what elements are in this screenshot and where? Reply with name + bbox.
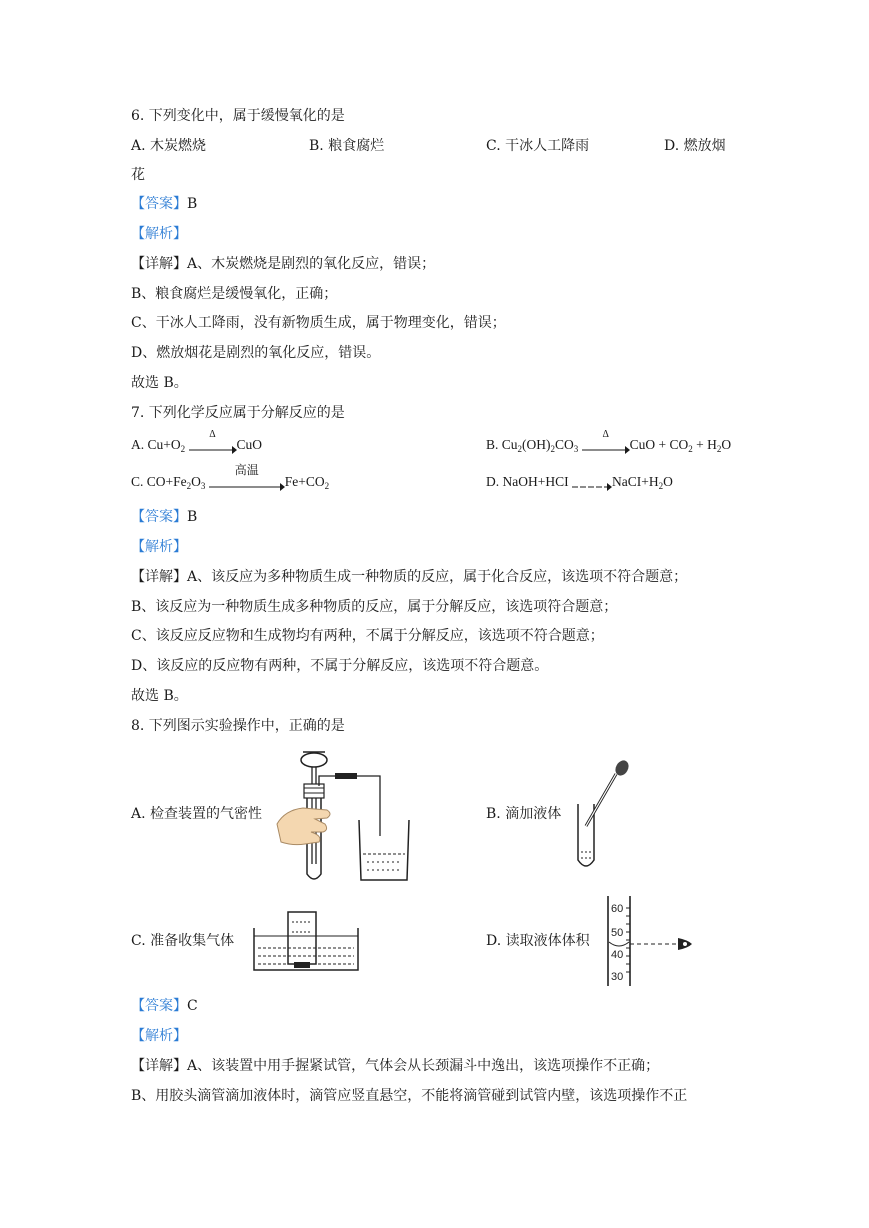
subscript: 2 <box>716 444 722 454</box>
answer-value: B <box>187 196 198 212</box>
product: + H <box>692 437 717 452</box>
q7-option-c <box>131 462 330 496</box>
reactant: NaOH+HCI <box>502 474 569 489</box>
answer-tag: 【答案】 <box>131 196 187 212</box>
reaction-condition: 高温 <box>234 462 259 477</box>
q8-option-d: D. 读取液体体积 <box>486 933 590 949</box>
detail-text: A、该装置中用手握紧试管，气体会从长颈漏斗中逸出，该选项操作不正确； <box>187 1058 660 1074</box>
q6-stem: 6. 下列变化中，属于缓慢氧化的是 <box>131 108 345 124</box>
reactants: Cu+O <box>147 437 181 452</box>
reaction-arrow <box>189 428 237 451</box>
q6-detail-line-4: D、燃放烟花是剧烈的氧化反应，错误。 <box>131 345 381 361</box>
subscript: 2 <box>180 444 186 454</box>
subscript: 3 <box>573 444 579 454</box>
reaction-condition: Δ <box>209 428 216 440</box>
q8-option-b: B. 滴加液体 <box>486 806 562 822</box>
detail-tag: 【详解】 <box>131 256 187 272</box>
q7-conclusion: 故选 B。 <box>131 688 188 704</box>
tick-label: 40 <box>611 949 624 961</box>
q7-detail-line-1 <box>131 567 687 587</box>
reactant: CO <box>555 437 574 452</box>
answer-value: C <box>187 998 198 1014</box>
reaction-arrow <box>572 478 612 488</box>
tick-label: 30 <box>611 971 624 983</box>
reaction-arrow <box>209 462 285 488</box>
subscript: 2 <box>517 444 523 454</box>
reaction-condition: Δ <box>602 428 609 440</box>
q7-option-b <box>486 428 732 459</box>
subscript: 3 <box>200 481 206 491</box>
q6-option-c: C. 干冰人工降雨 <box>486 138 590 154</box>
graduated-cylinder-reading-illustration <box>600 894 700 990</box>
product: CuO + CO <box>629 437 689 452</box>
q7-answer <box>131 507 197 527</box>
q6-detail-line-3: C、干冰人工降雨，没有新物质生成，属于物理变化，错误； <box>131 315 506 331</box>
q7-detail-line-4: D、该反应的反应物有两种，不属于分解反应，该选项不符合题意。 <box>131 658 549 674</box>
q8-detail-line-1 <box>131 1056 659 1076</box>
q8-option-a: A. 检查装置的气密性 <box>131 806 263 822</box>
q6-detail-line-2: B、粮食腐烂是缓慢氧化，正确； <box>131 286 338 302</box>
product: CuO <box>236 437 263 452</box>
detail-tag: 【详解】 <box>131 1058 187 1074</box>
q7-detail-line-2: B、该反应为一种物质生成多种物质的反应，属于分解反应，该选项符合题意； <box>131 599 618 615</box>
q8-detail-line-2: B、用胶头滴管滴加液体时，滴管应竖直悬空，不能将滴管碰到试管内壁，该选项操作不正 <box>131 1088 688 1104</box>
subscript: 2 <box>550 444 556 454</box>
reaction-arrow <box>582 428 630 451</box>
option-label: B. <box>486 437 499 452</box>
q6-option-b: B. 粮食腐烂 <box>309 138 385 154</box>
product: Fe+CO <box>284 474 325 489</box>
subscript: 2 <box>324 481 330 491</box>
detail-text: A、木炭燃烧是剧烈的氧化反应，错误； <box>187 256 436 272</box>
q6-analysis-tag: 【解析】 <box>131 226 187 242</box>
q7-detail-line-3: C、该反应反应物和生成物均有两种，不属于分解反应，该选项不符合题意； <box>131 628 604 644</box>
airtightness-apparatus-illustration <box>275 746 415 886</box>
q8-stem: 8. 下列图示实验操作中，正确的是 <box>131 718 345 734</box>
q8-answer <box>131 996 198 1016</box>
option-label: A. <box>131 437 145 452</box>
detail-text: A、该反应为多种物质生成一种物质的反应，属于化合反应，该选项不符合题意； <box>187 569 688 585</box>
q7-option-a <box>131 428 263 459</box>
q6-detail-line-1 <box>131 254 435 274</box>
reactant: CO+Fe <box>146 474 187 489</box>
detail-tag: 【详解】 <box>131 569 187 585</box>
product: O <box>663 474 673 489</box>
q7-stem: 7. 下列化学反应属于分解反应的是 <box>131 405 345 421</box>
q8-option-c: C. 准备收集气体 <box>131 933 235 949</box>
q6-option-d-wrap: 花 <box>131 167 145 183</box>
product: NaCI+H <box>611 474 659 489</box>
answer-tag: 【答案】 <box>131 998 187 1014</box>
gas-collection-trough-illustration <box>252 908 362 988</box>
q7-analysis-tag: 【解析】 <box>131 539 187 555</box>
q6-option-a: A. 木炭燃烧 <box>131 138 207 154</box>
subscript: 2 <box>688 444 693 454</box>
q6-option-d: D. 燃放烟 <box>664 138 726 154</box>
q8-analysis-tag: 【解析】 <box>131 1028 187 1044</box>
answer-tag: 【答案】 <box>131 509 187 525</box>
reactant: Cu <box>501 437 518 452</box>
q6-conclusion: 故选 B。 <box>131 375 188 391</box>
q7-option-d <box>486 472 673 496</box>
reactant: (OH) <box>522 437 551 452</box>
option-label: D. <box>486 474 500 489</box>
option-label: C. <box>131 474 144 489</box>
subscript: 2 <box>186 481 192 491</box>
tick-label: 50 <box>611 927 624 939</box>
tick-label: 60 <box>611 903 624 915</box>
q6-answer <box>131 194 197 214</box>
answer-value: B <box>187 509 198 525</box>
product: O <box>721 437 732 452</box>
reactant: O <box>191 474 201 489</box>
dropper-and-test-tube-illustration <box>574 760 634 872</box>
subscript: 2 <box>658 481 664 491</box>
